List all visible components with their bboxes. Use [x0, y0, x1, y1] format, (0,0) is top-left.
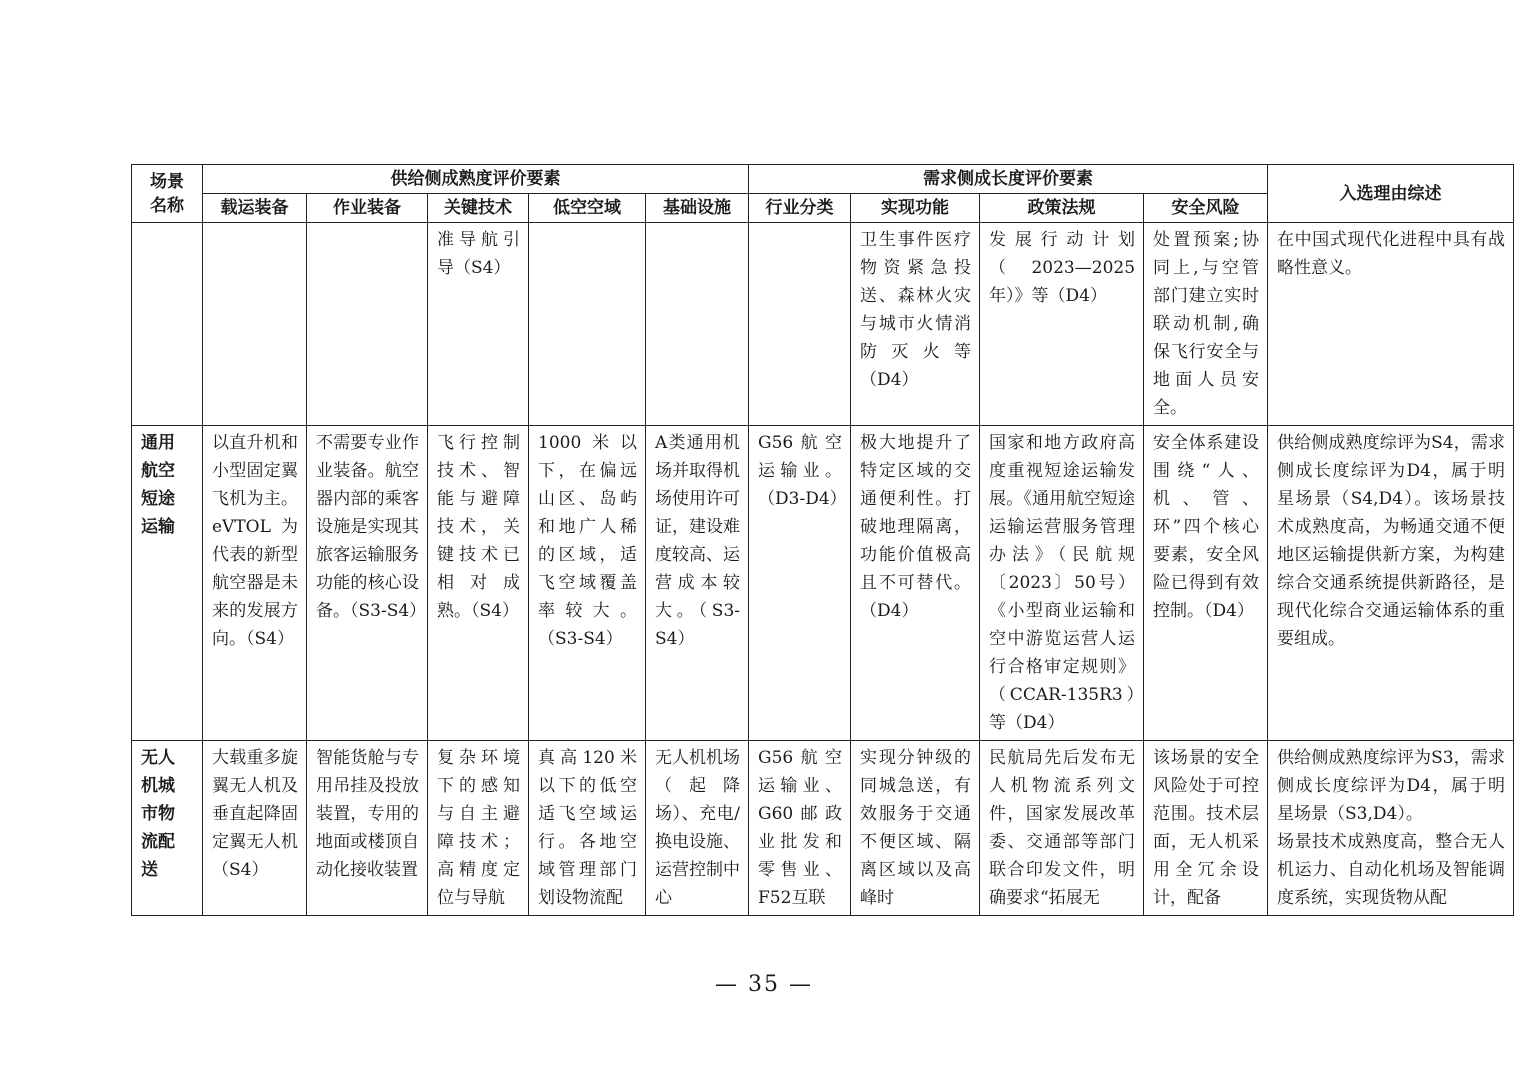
header-function: 实现功能: [851, 194, 980, 223]
header-key-technology: 关键技术: [428, 194, 529, 223]
header-demand-group: 需求侧成长度评价要素: [749, 165, 1268, 194]
cell-function: 极大地提升了特定区域的交通便利性。打破地理隔离，功能价值极高且不可替代。（D4）: [851, 426, 980, 741]
scene-name-cell: [132, 223, 203, 426]
table-row: [132, 741, 1514, 916]
header-operation-equipment: 作业装备: [307, 194, 428, 223]
header-industry-category: 行业分类: [749, 194, 851, 223]
cell-safety-risk: 安全体系建设围绕“人、机、管、环”四个核心要素，安全风险已得到有效控制。（D4）: [1144, 426, 1268, 741]
header-scene-name: 场景 名称: [132, 165, 203, 223]
cell-reason: 在中国式现代化进程中具有战略性意义。: [1268, 223, 1514, 426]
header-carrier-equipment: 载运装备: [203, 194, 307, 223]
cell-infrastructure: 无人机机场（起降场）、充电/换电设施、运营控制中心: [646, 741, 749, 916]
cell-function: 实现分钟级的同城急送，有效服务于交通不便区域、隔离区域以及高峰时: [851, 741, 980, 916]
cell-industry-category: [749, 223, 851, 426]
header-policy: 政策法规: [980, 194, 1144, 223]
cell-infrastructure: [646, 223, 749, 426]
cell-infrastructure: A类通用机场并取得机场使用许可证，建设难度较高、运营成本较大。（S3-S4）: [646, 426, 749, 741]
table-row: [132, 426, 1514, 741]
cell-policy: 民航局先后发布无人机物流系列文件，国家发展改革委、交通部等部门联合印发文件，明确要求“拓展无: [980, 741, 1144, 916]
cell-carrier-equipment: 以直升机和小型固定翼飞机为主。eVTOL为代表的新型航空器是未来的发展方向。（S4）: [203, 426, 307, 741]
header-row-groups: [132, 165, 1514, 194]
cell-safety-risk: 该场景的安全风险处于可控范围。技术层面，无人机采用全冗余设计，配备: [1144, 741, 1268, 916]
cell-carrier-equipment: [203, 223, 307, 426]
scenario-evaluation-table: [131, 164, 1514, 916]
header-supply-group: 供给侧成熟度评价要素: [203, 165, 749, 194]
page-number: — 35 —: [715, 972, 813, 997]
cell-safety-risk: 处置预案;协同上,与空管部门建立实时联动机制,确保飞行安全与地面人员安全。: [1144, 223, 1268, 426]
cell-key-technology: 复杂环境下的感知与自主避障技术；高精度定位与导航: [428, 741, 529, 916]
cell-key-technology: 准导航引导（S4）: [428, 223, 529, 426]
cell-operation-equipment: 不需要专业作业装备。航空器内部的乘客设施是实现其旅客运输服务功能的核心设备。（S3-S4）: [307, 426, 428, 741]
scene-name-cell: 无人 机城 市物 流配 送: [132, 741, 203, 916]
cell-key-technology: 飞行控制技术、智能与避障技术，关键技术已相对成熟。（S4）: [428, 426, 529, 741]
scene-name-cell: 通用 航空 短途 运输: [132, 426, 203, 741]
cell-operation-equipment: [307, 223, 428, 426]
cell-operation-equipment: 智能货舱与专用吊挂及投放装置，专用的地面或楼顶自动化接收装置: [307, 741, 428, 916]
cell-function: 卫生事件医疗物资紧急投送、森林火灾与城市火情消防灭火等（D4）: [851, 223, 980, 426]
cell-carrier-equipment: 大载重多旋翼无人机及垂直起降固定翼无人机（S4）: [203, 741, 307, 916]
cell-reason: 供给侧成熟度综评为S3，需求侧成长度综评为D4，属于明星场景（S3,D4）。 场景技术成熟度高，整合无人机运力、自动化机场及智能调度系统，实现货物从配: [1268, 741, 1514, 916]
header-infrastructure: 基础设施: [646, 194, 749, 223]
table-row: [132, 223, 1514, 426]
header-reason: 入选理由综述: [1268, 165, 1514, 223]
cell-low-altitude-airspace: [529, 223, 646, 426]
cell-low-altitude-airspace: 真高120米以下的低空适飞空域运行。各地空域管理部门划设物流配: [529, 741, 646, 916]
cell-policy: 发展行动计划（2023—2025年）》等（D4）: [980, 223, 1144, 426]
header-safety-risk: 安全风险: [1144, 194, 1268, 223]
header-low-altitude-airspace: 低空空域: [529, 194, 646, 223]
cell-industry-category: G56航空运输业。（D3-D4）: [749, 426, 851, 741]
cell-policy: 国家和地方政府高度重视短途运输发展。《通用航空短途运输运营服务管理办法》（民航规〔2023〕50号）《小型商业运输和空中游览运营人运行合格审定规则》（CCAR-135R3）等（D4）: [980, 426, 1144, 741]
cell-industry-category: G56航空运输业、G60邮政业批发和零售业、F52互联: [749, 741, 851, 916]
cell-reason: 供给侧成熟度综评为S4，需求侧成长度综评为D4，属于明星场景（S4,D4）。该场景技术成熟度高，为畅通交通不便地区运输提供新方案，为构建综合交通系统提供新路径，是现代化综合交通运输体系的重要组成。: [1268, 426, 1514, 741]
cell-low-altitude-airspace: 1000米以下，在偏远山区、岛屿和地广人稀的区域，适飞空域覆盖率较大。（S3-S4）: [529, 426, 646, 741]
